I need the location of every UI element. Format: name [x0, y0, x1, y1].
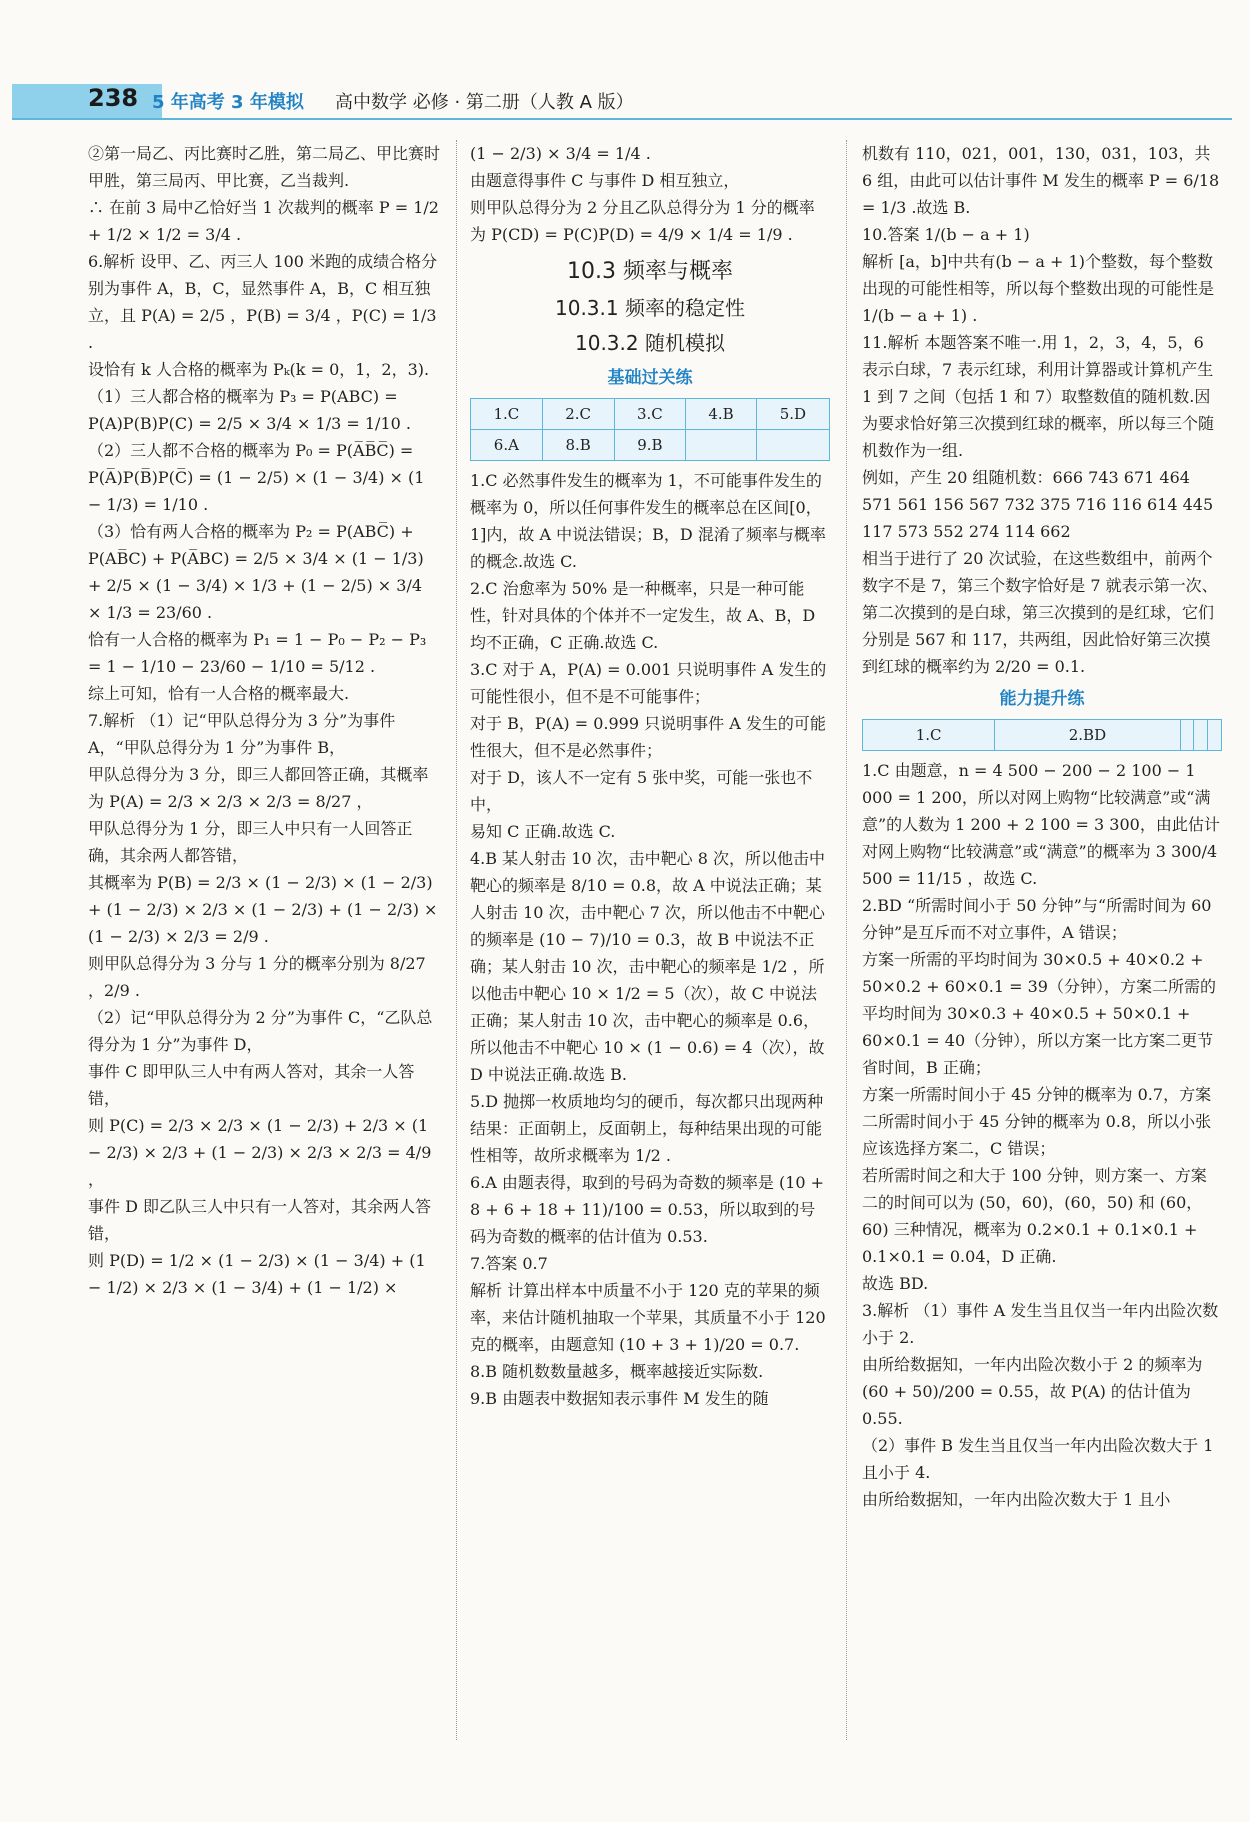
text-line: 故选 BD. [862, 1274, 929, 1293]
text-line: （2）三人都不合格的概率为 P₀ = P(A̅B̅C̅) = P(A̅)P(B̅)P(C̅) = (1 − 2/5) × (1 − 3/4) × (1 − 1/3) = 1/10 . [88, 441, 425, 514]
answer-cell: 4.B [686, 399, 757, 430]
text-line: 由所给数据知，一年内出险次数大于 1 且小 [862, 1490, 1171, 1509]
answer-cell: 3.C [614, 399, 686, 430]
book-title: 高中数学 必修 · 第二册（人教 A 版） [335, 92, 634, 113]
subsection-title: 10.3.1 频率的稳定性 [555, 296, 745, 320]
text-line: 机数有 110，021，001，130，031，103，共 6 组，由此可以估计事件 M 发生的概率 P = 6/18 = 1/3 .故选 B. [862, 144, 1220, 217]
column-divider [846, 140, 848, 1740]
text-line: 若所需时间之和大于 100 分钟，则方案一、方案二的时间可以为 (50，60)，(60，50) 和 (60，60) 三种情况，概率为 0.2×0.1 + 0.1×0.1 + 0.1×0.1 = 0.04，D 正确. [862, 1166, 1207, 1266]
answer-cell: 1.C [863, 720, 995, 751]
text-line: 事件 D 即乙队三人中只有一人答对，其余两人答错， [88, 1197, 432, 1243]
exercise-label: 能力提升练 [999, 689, 1085, 709]
page-header [0, 0, 1250, 112]
text-line: 6.解析 设甲、乙、丙三人 100 米跑的成绩合格分别为事件 A，B，C，显然事件 A，B，C 相互独立，且 P(A) = 2/5 ，P(B) = 3/4 ，P(C) = 1/3 . [88, 252, 438, 352]
text-line: 4.B 某人射击 10 次，击中靶心 8 次，所以他击中靶心的频率是 8/10 = 0.8，故 A 中说法正确；某人射击 10 次，击中靶心 7 次，所以他击不中靶心的频率是 (10 − 7)/10 = 0.3，故 B 中说法不正确；某人射击 10 次，击中靶心的频率是 1/2 ，所以他击中靶心 10 × 1/2 = 5（次），故 C 中说法正确；某人射击 10 次，击中靶心的频率是 0.6，所以他击不中靶心 10 × (1 − 0.6) = 4（次），故 D 中说法正确.故选 B. [470, 849, 825, 1084]
column-middle [470, 140, 830, 1412]
exercise-label: 基础过关练 [607, 368, 693, 388]
answer-cell: 2.BD [995, 720, 1180, 751]
answer-cell: 1.C [471, 399, 543, 430]
column-divider [456, 140, 458, 1740]
text-line: 则甲队总得分为 2 分且乙队总得分为 1 分的概率为 P(CD) = P(C)P(D) = 4/9 × 1/4 = 1/9 . [470, 198, 815, 244]
text-line: 3.C 对于 A，P(A) = 0.001 只说明事件 A 发生的可能性很小，但不是不可能事件； [470, 660, 827, 706]
text-line: 9.B 由题表中数据知表示事件 M 发生的随 [470, 1389, 769, 1408]
text-line: 解析 计算出样本中质量不小于 120 克的苹果的频率，来估计随机抽取一个苹果，其质量不小于 120 克的概率，由题意知 (10 + 3 + 1)/20 = 0.7. [470, 1281, 826, 1354]
text-line: （1）三人都合格的概率为 P₃ = P(ABC) = P(A)P(B)P(C) = 2/5 × 3/4 × 1/3 = 1/10 . [88, 387, 411, 433]
text-line: 恰有一人合格的概率为 P₁ = 1 − P₀ − P₂ − P₃ = 1 − 1/10 − 23/60 − 1/10 = 5/12 . [88, 630, 427, 676]
text-line: 方案一所需时间小于 45 分钟的概率为 0.7，方案二所需时间小于 45 分钟的概率为 0.8，所以小张应该选择方案二，C 错误； [862, 1085, 1212, 1158]
text-line: （3）恰有两人合格的概率为 P₂ = P(ABC̅) + P(AB̅C) + P(A̅BC) = 2/5 × 3/4 × (1 − 1/3) + 2/5 × (1 − 3/4) × 1/3 + (1 − 2/5) × 3/4 × 1/3 = 23/60 . [88, 522, 424, 622]
text-line: ②第一局乙、丙比赛时乙胜，第二局乙、甲比赛时甲胜，第三局丙、甲比赛，乙当裁判. [88, 144, 441, 190]
text-line: 则 P(C) = 2/3 × 2/3 × (1 − 2/3) + 2/3 × (1 − 2/3) × 2/3 + (1 − 2/3) × 2/3 × 2/3 = 4/9 ， [88, 1116, 432, 1189]
header-rule [12, 118, 1232, 120]
column-left [88, 140, 440, 1301]
answer-cell: 8.B [542, 430, 614, 461]
text-line: 例如，产生 20 组随机数：666 743 671 464 571 561 156 567 732 375 716 116 614 445 117 573 552 274 114 662 [862, 468, 1214, 541]
subsection-title: 10.3.2 随机模拟 [575, 331, 725, 355]
answer-cell [1180, 720, 1194, 751]
text-line: 综上可知，恰有一人合格的概率最大. [88, 684, 350, 703]
text-line: 设恰有 k 人合格的概率为 Pₖ(k = 0，1，2，3). [88, 360, 430, 379]
text-line: 由题意得事件 C 与事件 D 相互独立， [470, 171, 740, 190]
text-line: （2）事件 B 发生当且仅当一年内出险次数大于 1 且小于 4. [862, 1436, 1214, 1482]
series-brand: 5 年高考 3 年模拟 [152, 92, 304, 113]
answer-cell [686, 430, 757, 461]
answer-cell: 5.D [756, 399, 829, 430]
text-line: ∴ 在前 3 局中乙恰好当 1 次裁判的概率 P = 1/2 + 1/2 × 1/2 = 3/4 . [88, 198, 439, 244]
text-line: 5.D 抛掷一枚质地均匀的硬币，每次都只出现两种结果：正面朝上，反面朝上，每种结果出现的可能性相等，故所求概率为 1/2 . [470, 1092, 824, 1165]
text-line: 对于 B，P(A) = 0.999 只说明事件 A 发生的可能性很大，但不是必然事件； [470, 714, 826, 760]
answer-cell [1208, 720, 1222, 751]
text-line: 方案一所需的平均时间为 30×0.5 + 40×0.2 + 50×0.2 + 60×0.1 = 39（分钟），方案二所需的平均时间为 30×0.3 + 40×0.5 + 50×0.1 + 60×0.1 = 40（分钟），所以方案一比方案二更节省时间，B 正确； [862, 950, 1216, 1077]
text-line: 6.A 由题表得，取到的号码为奇数的频率是 (10 + 8 + 6 + 18 + 11)/100 = 0.53，所以取到的号码为奇数的概率的估计值为 0.53. [470, 1173, 825, 1246]
text-line: 10.答案 1/(b − a + 1) [862, 225, 1030, 244]
text-line: 由所给数据知，一年内出险次数小于 2 的频率为 (60 + 50)/200 = 0.55，故 P(A) 的估计值为 0.55. [862, 1355, 1203, 1428]
answer-cell [756, 430, 829, 461]
text-line: 易知 C 正确.故选 C. [470, 822, 616, 841]
text-line: 解析 [a，b]中共有(b − a + 1)个整数，每个整数出现的可能性相等，所以每个整数出现的可能性是 1/(b − a + 1) . [862, 252, 1215, 325]
column-right [862, 140, 1222, 1513]
text-line: 则甲队总得分为 3 分与 1 分的概率分别为 8/27 ，2/9 . [88, 954, 426, 1000]
text-line: 8.B 随机数数量越多，概率越接近实际数. [470, 1362, 764, 1381]
text-line: 相当于进行了 20 次试验，在这些数组中，前两个数字不是 7，第三个数字恰好是 7 就表示第一次、第二次摸到的是白球，第三次摸到的是红球，它们分别是 567 和 117，共两组，因此恰好第三次摸到红球的概率约为 2/20 = 0.1. [862, 549, 1218, 676]
page-number: 238 [88, 84, 139, 112]
section-title: 10.3 频率与概率 [567, 259, 733, 284]
text-line: 事件 C 即甲队三人中有两人答对，其余一人答错， [88, 1062, 415, 1108]
text-line: 其概率为 P(B) = 2/3 × (1 − 2/3) × (1 − 2/3) + (1 − 2/3) × 2/3 × (1 − 2/3) + (1 − 2/3) × (1 − 2/3) × 2/3 = 2/9 . [88, 873, 438, 946]
text-line: 11.解析 本题答案不唯一.用 1，2，3，4，5，6 表示白球，7 表示红球，利用计算器或计算机产生 1 到 7 之间（包括 1 和 7）取整数值的随机数.因为要求恰好第三次摸到红球的概率，所以每三个随机数作为一组. [862, 333, 1215, 460]
answer-table [470, 398, 830, 461]
text-line: 7.解析 （1）记“甲队总得分为 3 分”为事件 A，“甲队总得分为 1 分”为事件 B， [88, 711, 396, 757]
answer-table [862, 719, 1222, 751]
text-line: 则 P(D) = 1/2 × (1 − 2/3) × (1 − 3/4) + (1 − 1/2) × 2/3 × (1 − 3/4) + (1 − 1/2) × [88, 1251, 426, 1297]
text-line: 7.答案 0.7 [470, 1254, 548, 1273]
text-line: 1.C 必然事件发生的概率为 1，不可能事件发生的概率为 0，所以任何事件发生的概率总在区间[0，1]内，故 A 中说法错误；B，D 混淆了频率与概率的概念.故选 C. [470, 471, 826, 571]
header-tab [12, 84, 162, 118]
text-line: 3.解析 （1）事件 A 发生当且仅当一年内出险次数小于 2. [862, 1301, 1219, 1347]
text-line: 1.C 由题意，n = 4 500 − 200 − 2 100 − 1 000 = 1 200，所以对网上购物“比较满意”或“满意”的人数为 1 200 + 2 100 = 3 300，由此估计对网上购物“比较满意”或“满意”的概率为 3 300/4 500 = 11/15 ，故选 C. [862, 761, 1220, 888]
answer-cell: 6.A [471, 430, 543, 461]
text-line: 甲队总得分为 1 分，即三人中只有一人回答正确，其余两人都答错， [88, 819, 413, 865]
text-line: 甲队总得分为 3 分，即三人都回答正确，其概率为 P(A) = 2/3 × 2/3 × 2/3 = 8/27 ， [88, 765, 429, 811]
text-line: 2.C 治愈率为 50% 是一种概率，只是一种可能性，针对具体的个体并不一定发生，故 A、B，D 均不正确，C 正确.故选 C. [470, 579, 816, 652]
text-line: 对于 D，该人不一定有 5 张中奖，可能一张也不中， [470, 768, 813, 814]
answer-cell: 2.C [542, 399, 614, 430]
answer-cell [1194, 720, 1208, 751]
text-line: （2）记“甲队总得分为 2 分”为事件 C，“乙队总得分为 1 分”为事件 D， [88, 1008, 433, 1054]
text-line: 2.BD “所需时间小于 50 分钟”与“所需时间为 60 分钟”是互斥而不对立事件，A 错误； [862, 896, 1212, 942]
answer-cell: 9.B [614, 430, 686, 461]
text-line: (1 − 2/3) × 3/4 = 1/4 . [470, 144, 651, 163]
